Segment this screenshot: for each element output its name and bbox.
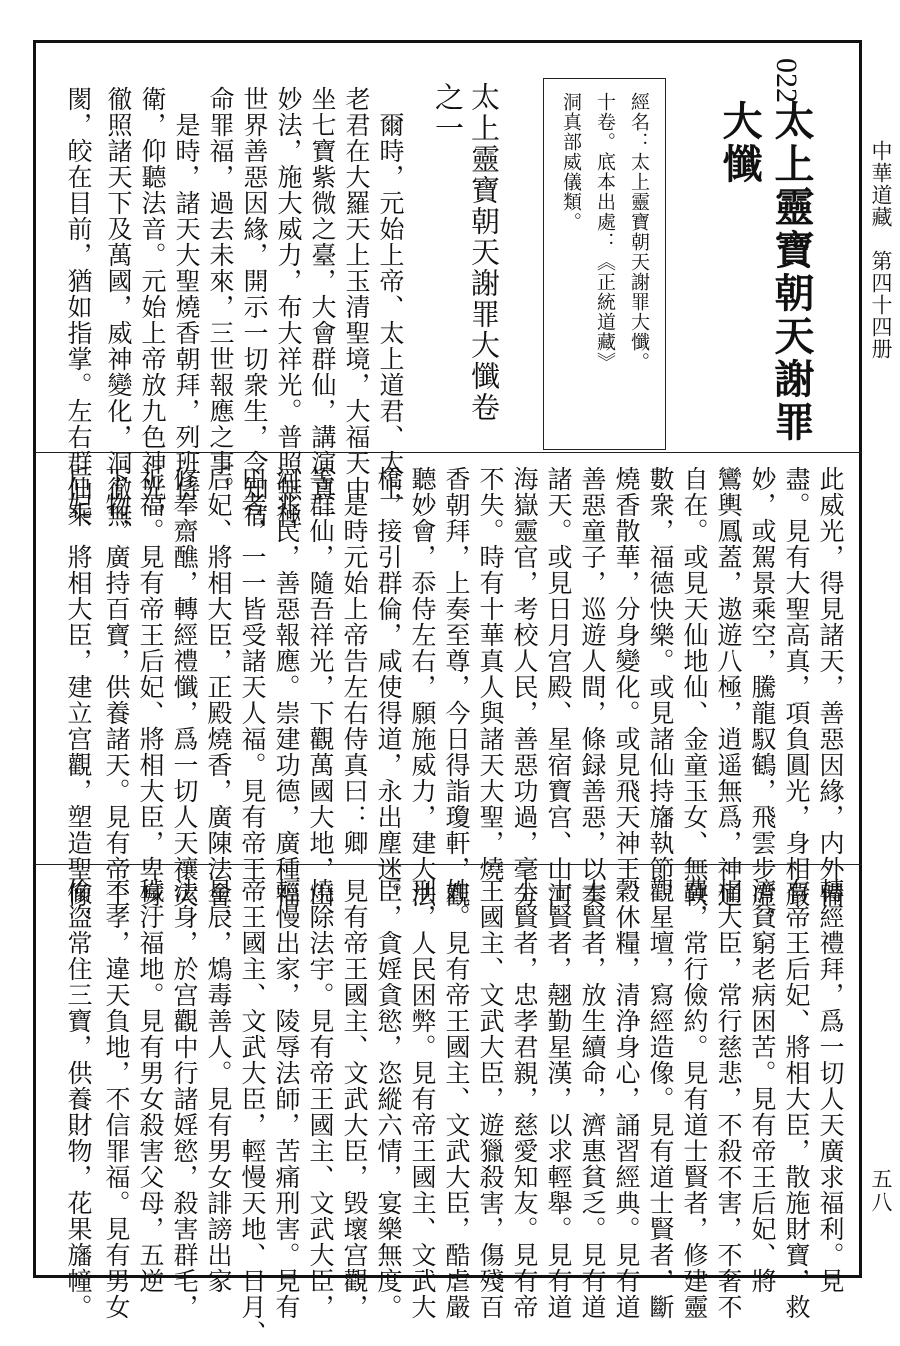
text-column: 臣，貪婬貪慾，恣縱六情，宴樂無度。 bbox=[374, 878, 403, 1320]
text-column: 田者，一一皆受諸天人福。見有帝王 bbox=[238, 466, 267, 882]
text-column: 河兆民，善惡報應。崇建功德，廣種福 bbox=[272, 466, 301, 908]
text-column: 祈福。見有帝王后妃、將相大臣，卑身 bbox=[136, 466, 165, 908]
chapter-title-continued: 之一 bbox=[431, 82, 465, 144]
chapter-title: 太上靈寶朝天謝罪大懺卷 bbox=[467, 82, 501, 423]
text-column: 刑，人民困弊。見有帝王國主、文武大 bbox=[408, 878, 437, 1320]
text-column: 有帝王后妃、將相大臣，散施財寶，救 bbox=[782, 878, 811, 1320]
text-column: 自在。或見天仙地仙、金童玉女、無鞅 bbox=[680, 466, 709, 908]
text-column: 濟貧窮老病困苦。見有帝王后妃、將 bbox=[748, 878, 777, 1294]
text-column: 閡，皎在目前，猶如指掌。左右群仙乘 bbox=[64, 86, 93, 528]
text-column: 衛，仰聽法音。元始上帝放九色神光， bbox=[138, 86, 167, 528]
text-column: 妙，或駕景乘空，騰龍馭鶴，飛雲步虚， bbox=[748, 466, 777, 934]
text-column: 海嶽靈官，考校人民，善惡功過，毫分 bbox=[510, 466, 539, 908]
text-column: 諸天。或見日月宫殿、星宿寶宫、山河 bbox=[544, 466, 573, 908]
text-column: 不孝，違天負地，不信罪福。見有男女 bbox=[102, 878, 131, 1320]
text-column: 轉經禮拜，爲一切人天廣求福利。見 bbox=[816, 878, 845, 1294]
text-column: 妙法，施大威力，布大祥光。普照無極 bbox=[274, 86, 303, 528]
entry-title-continued: 大懺 bbox=[716, 100, 762, 186]
text-column: 鸞輿鳳蓋，遨遊八極，逍遥無爲，神通 bbox=[714, 466, 743, 908]
text-column: 星辰，鴆毒善人。見有男女誹謗出家 bbox=[204, 878, 233, 1294]
text-column: 此威光，得見諸天，善惡因緣，内外備 bbox=[816, 466, 845, 908]
text-column: 修奉齋醮，轉經禮懺，爲一切人天禳灾 bbox=[170, 466, 199, 908]
text-column: 相大臣，常行慈悲，不殺不害，不奢不 bbox=[714, 878, 743, 1320]
text-column: 下物，廣持百寶，供養諸天。見有帝王 bbox=[102, 466, 131, 908]
text-column: 是時元始上帝告左右侍真曰：卿 bbox=[340, 466, 369, 856]
text-column: 世界善惡因緣，開示一切衆生，令知宿 bbox=[240, 86, 269, 528]
text-column: 等群仙，隨吾祥光，下觀萬國大地，山 bbox=[306, 466, 335, 908]
text-column: 費，常行儉約。見有道士賢者，修建靈 bbox=[680, 878, 709, 1320]
entry-number: 022 bbox=[770, 58, 803, 103]
running-header: 中華道藏 第四十四册 bbox=[869, 140, 893, 360]
text-column: 后妃、將相大臣，正殿燒香，廣陳法會， bbox=[204, 466, 233, 934]
text-column: 姓。見有帝王國主、文武大臣，酷虐嚴 bbox=[442, 878, 471, 1320]
entry-title: 太上靈寶朝天謝罪 bbox=[768, 100, 814, 444]
text-column: 不失。時有十華真人與諸天大聖，燒 bbox=[476, 466, 505, 882]
text-column: 聽妙會，忝侍左右，願施威力，建大法 bbox=[408, 466, 437, 908]
note-line: 經名：太上靈寶朝天謝罪大懺。 bbox=[628, 92, 650, 372]
text-column: 數衆，福德快樂。或見諸仙持旛執節， bbox=[646, 466, 675, 908]
text-column: 士賢者，忠孝君親，慈愛知友。見有帝 bbox=[510, 878, 539, 1320]
text-column: 燒除法宇。見有帝王國主、文武大臣， bbox=[306, 878, 335, 1320]
text-column: 爾時，元始上帝、太上道君、太上 bbox=[376, 86, 405, 502]
text-column: 輕慢出家，陵辱法師，苦痛刑害。見有 bbox=[272, 878, 301, 1320]
text-column: 偷盗常住三寶，供養財物，花果旛幢。 bbox=[64, 878, 93, 1320]
text-column: 坐七寶紫微之臺，大會群仙，講演真一 bbox=[308, 86, 337, 528]
text-column: 王國主、文武大臣，遊獵殺害，傷殘百 bbox=[476, 878, 505, 1320]
text-column: 老君在大羅天上玉清聖境，大福天中 bbox=[342, 86, 371, 502]
text-column: 徹照諸天下及萬國，威神變化，洞徹無 bbox=[104, 86, 133, 528]
text-column: 觀星壇，寫經造像。見有道士賢者，斷 bbox=[646, 878, 675, 1320]
text-column: 士賢者，翹勤星漢，以求輕舉。見有道 bbox=[544, 878, 573, 1320]
text-column: 穀休糧，清浄身心，誦習經典。見有道 bbox=[612, 878, 641, 1320]
text-column: 后妃、將相大臣，建立宫觀，塑造聖像， bbox=[64, 466, 93, 934]
text-column: 法身，於宫觀中行諸婬慾，殺害群毛， bbox=[170, 878, 199, 1320]
text-column: 是時，諸天大聖燒香朝拜，列班侍 bbox=[172, 86, 201, 502]
text-column: 橋，接引群倫，咸使得道，永出塵迷。 bbox=[374, 466, 403, 908]
text-column: 香朝拜，上奏至尊，今日得詣瓊軒，觀 bbox=[442, 466, 471, 908]
text-column: 見有帝王國主、文武大臣，毁壞宫觀， bbox=[340, 878, 369, 1320]
text-column: 善惡童子，巡遊人間，條録善惡，以奏 bbox=[578, 466, 607, 908]
text-column: 穢汙福地。見有男女殺害父母，五逆 bbox=[136, 878, 165, 1294]
text-column: 士賢者，放生續命，濟惠貧乏。見有道 bbox=[578, 878, 607, 1320]
text-column: 帝王國主、文武大臣，輕慢天地、日月、 bbox=[238, 878, 267, 1346]
note-line: 十卷。底本出處：《正統道藏》 bbox=[594, 92, 616, 372]
text-column: 命罪福，過去未來，三世報應之事。 bbox=[206, 86, 235, 502]
page-number: 五八 bbox=[869, 1168, 893, 1214]
note-line: 洞真部威儀類。 bbox=[560, 92, 582, 232]
text-column: 盡。見有大聖高真，項負圓光，身相嚴 bbox=[782, 466, 811, 908]
text-column: 燒香散華，分身變化。或見飛天神王、 bbox=[612, 466, 641, 908]
